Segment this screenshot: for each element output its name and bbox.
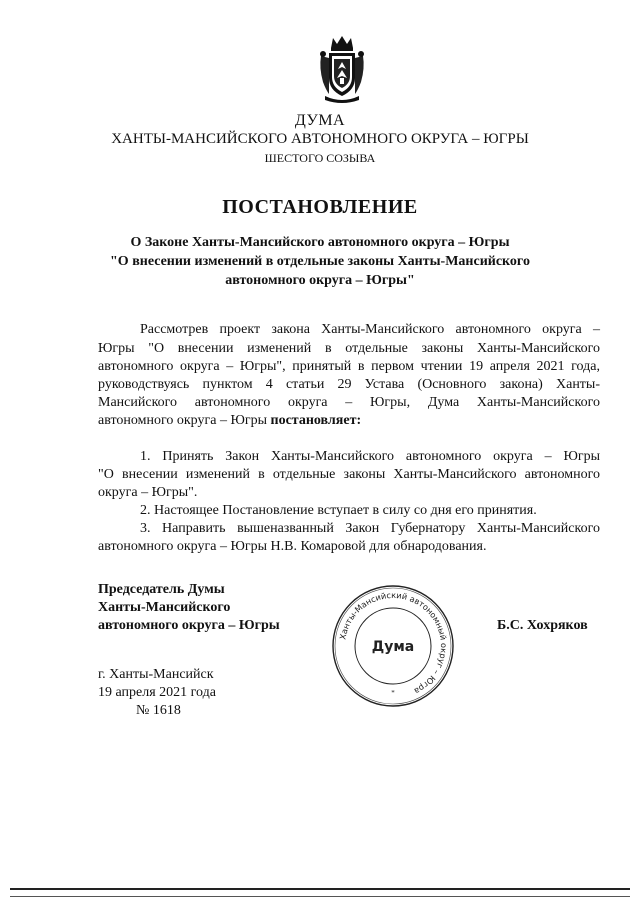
preamble-line: Мансийского автономного округа – Югры, Дума Ханты-Мансийского <box>98 395 600 410</box>
subject-line-3: автономного округа – Югры" <box>225 273 415 288</box>
date: 19 апреля 2021 года <box>98 685 216 700</box>
item-1-line: округа – Югры". <box>98 485 198 500</box>
item-3-line: 3. Направить вышеназванный Закон Губернатору Ханты-Мансийского <box>140 521 600 536</box>
subject-line-2: "О внесении изменений в отдельные законы Ханты-Мансийского <box>110 254 530 269</box>
signatory-title-line: Ханты-Мансийского <box>98 600 231 615</box>
place: г. Ханты-Мансийск <box>98 667 214 682</box>
page-edge-line <box>10 896 630 897</box>
preamble-line: Югры "О внесении изменений в отдельные законы Ханты-Мансийского <box>98 341 600 356</box>
coat-of-arms-icon <box>317 34 367 104</box>
item-1-line: "О внесении изменений в отдельные законы Ханты-Мансийского автономного <box>98 467 600 482</box>
preamble-last-line <box>98 413 361 429</box>
org-region: ХАНТЫ-МАНСИЙСКОГО АВТОНОМНОГО ОКРУГА – ЮГРЫ <box>111 131 529 147</box>
svg-text:*: * <box>391 689 395 697</box>
org-name: ДУМА <box>294 112 346 129</box>
preamble-line: автономного округа – Югры <box>98 413 271 428</box>
page-edge-line <box>10 888 630 890</box>
signatory-title-line: Председатель Думы <box>98 582 225 597</box>
item-3-line: автономного округа – Югры Н.В. Комаровой для обнародования. <box>98 539 487 554</box>
document-number: № 1618 <box>136 703 181 718</box>
preamble-line: автономного округа – Югры", принятый в первом чтении 19 апреля 2021 года, <box>98 359 600 374</box>
official-stamp <box>330 583 456 709</box>
subject-line-1: О Законе Ханты-Мансийского автономного округа – Югры <box>130 235 510 250</box>
item-2-line: 2. Настоящее Постановление вступает в силу со дня его принятия. <box>140 503 537 518</box>
convocation: ШЕСТОГО СОЗЫВА <box>264 151 376 165</box>
stamp-ring-text: Ханты-Мансийский автономный округ – Югра <box>337 589 450 697</box>
resolution-verb: постановляет: <box>270 413 362 428</box>
item-1-line: 1. Принять Закон Ханты-Мансийского автономного округа – Югры <box>140 449 600 464</box>
signatory-name: Б.С. Хохряков <box>497 618 588 633</box>
signatory-title-line: автономного округа – Югры <box>98 618 280 633</box>
document-type: ПОСТАНОВЛЕНИЕ <box>222 196 418 218</box>
preamble-line: руководствуясь пунктом 4 статьи 29 Устава (Основного закона) Ханты- <box>98 377 600 392</box>
stamp-center-text: Дума <box>371 639 415 655</box>
preamble-line: Рассмотрев проект закона Ханты-Мансийского автономного округа – <box>140 322 600 337</box>
